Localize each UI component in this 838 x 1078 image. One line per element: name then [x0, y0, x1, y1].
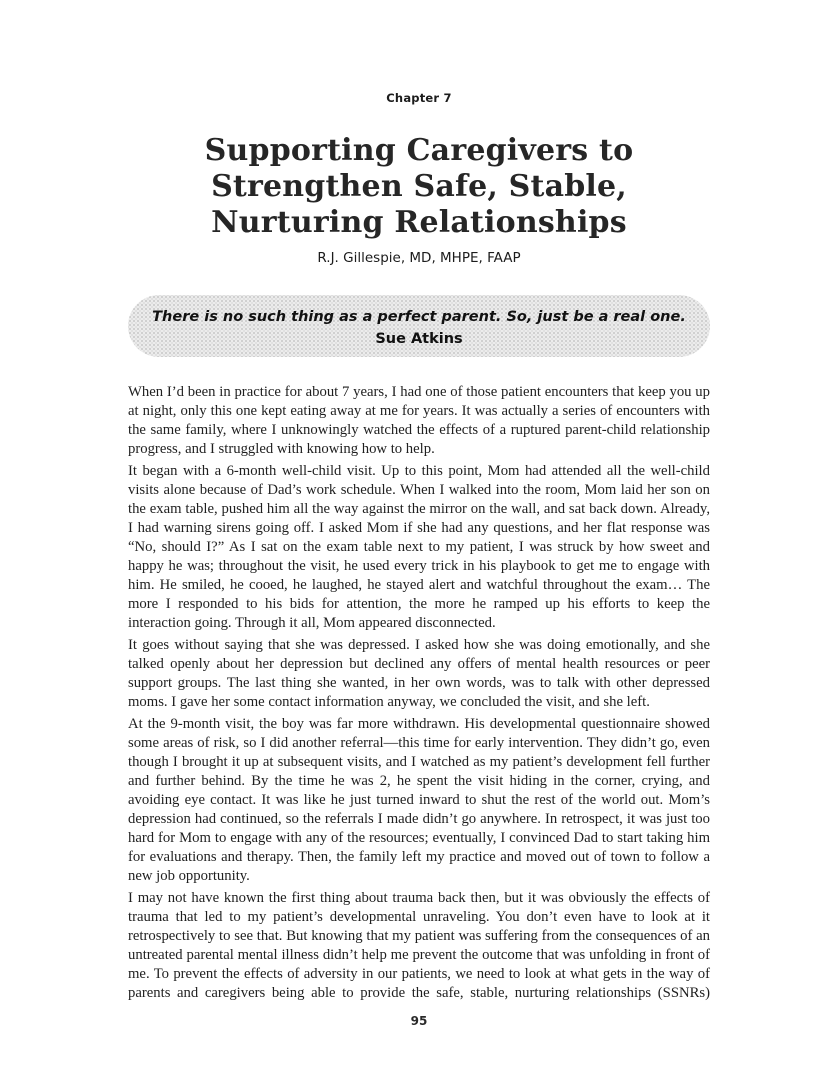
- text-column: [128, 0, 710, 1003]
- chapter-title-line-2: Strengthen Safe, Stable,: [211, 169, 627, 204]
- paragraph-3: It goes without saying that she was depressed. I asked how she was doing emotionally, and she talked openly about her depression but declined any offers of mental health resources or peer support groups. The last thing she wanted, in her own words, was to talk with other depressed moms. I gave her some contact information anyway, we concluded the visit, and she left.: [128, 637, 710, 710]
- chapter-title: [128, 133, 710, 241]
- author-byline: R.J. Gillespie, MD, MHPE, FAAP: [317, 250, 521, 266]
- chapter-title-line-3: Nurturing Relationships: [211, 205, 627, 240]
- chapter-label: Chapter 7: [386, 91, 452, 105]
- paragraph-2: It began with a 6-month well-child visit. Up to this point, Mom had attended all the well-child visits alone because of Dad’s work schedule. When I walked into the room, Mom laid her son on the exam table, pushed him all the way against the mirror on the wall, and sat back down. Already, I had warning sirens going off. I asked Mom if she had any questions, and her flat response was “No, should I?” As I sat on the exam table next to my patient, I was struck by how sweet and happy he was; throughout the visit, he used every trick in his playbook to get me to engage with him. He smiled, he cooed, he laughed, he stayed alert and watchful throughout the exam… The more I responded to his bids for attention, the more he ramped up his efforts to keep the interaction going. Through it all, Mom appeared disconnected.: [128, 463, 710, 631]
- paragraph-5: I may not have known the first thing about trauma back then, but it was obviously the effects of trauma that led to my patient’s developmental unraveling. You don’t even have to look at it retrospectively to see that. But knowing that my patient was suffering from the consequences of an untreated parental mental illness didn’t help me prevent the outcome that was unfolding in front of me. To prevent the effects of adversity in our patients, we need to look at what gets in the way of parents and caregivers being able to provide the safe, stable, nurturing relationships (SSNRs): [128, 890, 710, 1001]
- chapter-title-line-1: Supporting Caregivers to: [204, 133, 634, 168]
- epigraph-attribution: Sue Atkins: [375, 331, 463, 347]
- paragraph-1: When I’d been in practice for about 7 years, I had one of those patient encounters that keep you up at night, only this one kept eating away at me for years. It was actually a series of encounters with the same family, where I unknowingly watched the effects of a ruptured parent-child relationship progress, and I struggled with knowing how to help.: [128, 384, 710, 457]
- page-number: 95: [410, 1014, 428, 1028]
- body-text: [128, 383, 710, 1003]
- epigraph-quote: There is no such thing as a perfect parent. So, just be a real one.: [152, 309, 686, 325]
- epigraph-box: [128, 295, 710, 357]
- paragraph-4: At the 9-month visit, the boy was far more withdrawn. His developmental questionnaire showed some areas of risk, so I did another referral—this time for early intervention. They didn’t go, even though I brought it up at subsequent visits, and I watched as my patient’s development fell further and further behind. By the time he was 2, he spent the visit hiding in the corner, crying, and avoiding eye contact. It was like he just turned inward to shut the rest of the world out. Mom’s depression had continued, so the referrals I made didn’t go anywhere. In retrospect, it was just too hard for Mom to engage with any of the resources; eventually, I convinced Dad to start taking him for evaluations and therapy. Then, the family left my practice and moved out of town to follow a new job opportunity.: [128, 716, 710, 884]
